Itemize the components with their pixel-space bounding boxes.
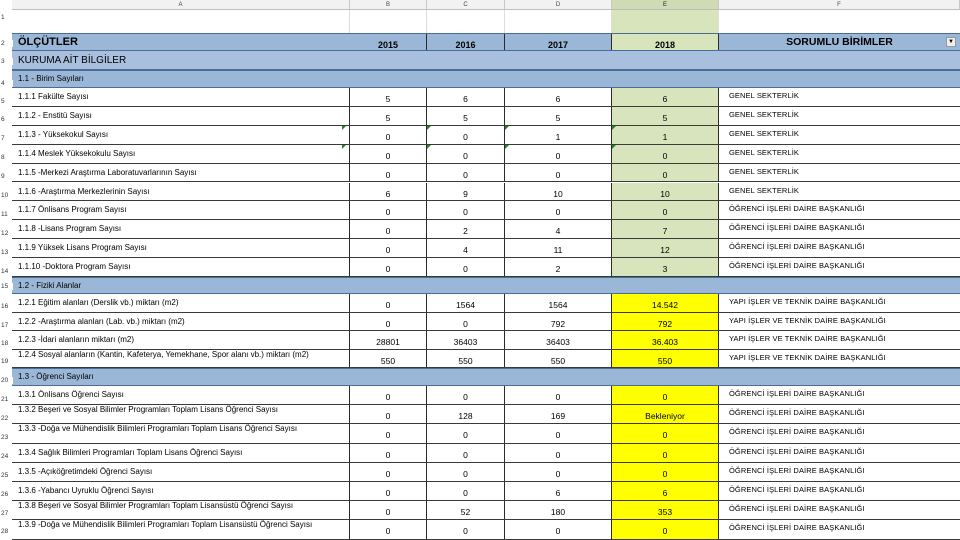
value-2016-cell[interactable]: 52 — [427, 501, 505, 519]
year-2017-header[interactable]: 2017 — [505, 34, 612, 50]
value-2015-cell[interactable]: 0 — [350, 145, 427, 163]
value-2016-cell[interactable]: 6 — [427, 88, 505, 106]
comment-indicator-icon — [342, 126, 346, 130]
row-number[interactable]: 18 — [0, 340, 13, 347]
row-number[interactable]: 3 — [0, 58, 13, 65]
value-2016-cell[interactable]: 36403 — [427, 331, 505, 349]
value-2018-cell[interactable]: 0 — [612, 424, 719, 442]
row-number[interactable]: 14 — [0, 268, 13, 275]
value-2016-cell[interactable]: 9 — [427, 183, 505, 201]
responsible-unit-cell[interactable]: YAPI İŞLER VE TEKNİK DAİRE BAŞKANLIĞI — [729, 352, 886, 362]
responsible-unit-cell[interactable]: ÖĞRENCİ İŞLERİ DAİRE BAŞKANLIĞI — [729, 223, 865, 233]
criterion-cell[interactable]: 1.2.4 Sosyal alanların (Kantin, Kafeterya, Yemekhane, Spor alanı vb.) miktarı (m2) — [12, 350, 350, 368]
value-2018-cell[interactable]: 0 — [612, 145, 719, 163]
value-2015-cell[interactable]: 6 — [350, 183, 427, 201]
table-row — [12, 164, 960, 183]
value-2016-cell[interactable]: 0 — [427, 201, 505, 219]
value-2015-cell[interactable]: 28801 — [350, 331, 427, 349]
criterion-cell[interactable]: 1.3.9 -Doğa ve Mühendislik Bilimleri Programları Toplam Lisansüstü Öğrenci Sayısı — [12, 520, 350, 538]
value-2015-cell[interactable]: 0 — [350, 294, 427, 312]
value-2017-cell[interactable]: 180 — [505, 501, 612, 519]
value-2016-cell[interactable]: 0 — [427, 386, 505, 404]
table-row — [12, 520, 960, 539]
value-2017-cell[interactable]: 0 — [505, 463, 612, 481]
table-row — [12, 220, 960, 239]
value-2015-cell[interactable]: 0 — [350, 164, 427, 182]
value-2017-cell[interactable]: 6 — [505, 482, 612, 500]
section-header-physical[interactable]: 1.2 - Fiziki Alanlar — [12, 277, 960, 294]
table-row — [12, 258, 960, 277]
criterion-cell[interactable]: 1.1.4 Meslek Yüksekokulu Sayısı — [12, 145, 350, 163]
value-2015-cell[interactable]: 0 — [350, 463, 427, 481]
units-header[interactable]: SORUMLU BİRİMLER — [786, 36, 893, 48]
value-2017-cell[interactable]: 10 — [505, 183, 612, 201]
responsible-unit-cell[interactable]: ÖĞRENCİ İŞLERİ DAİRE BAŞKANLIĞI — [729, 389, 865, 398]
value-2018-cell[interactable]: 0 — [612, 201, 719, 219]
responsible-unit-cell[interactable]: ÖĞRENCİ İŞLERİ DAİRE BAŞKANLIĞI — [729, 242, 865, 252]
comment-indicator-icon — [427, 145, 431, 149]
row-number[interactable]: 4 — [0, 80, 13, 87]
value-2018-cell[interactable]: 353 — [612, 501, 719, 519]
value-2017-cell[interactable]: 169 — [505, 405, 612, 423]
responsible-unit-cell[interactable]: ÖĞRENCİ İŞLERİ DAİRE BAŞKANLIĞI — [729, 523, 865, 533]
table-row — [12, 294, 960, 313]
criterion-cell[interactable]: 1.3.4 Sağlık Bilimleri Programları Toplam Lisans Öğrenci Sayısı — [12, 444, 350, 462]
comment-indicator-icon — [612, 126, 616, 130]
value-2015-cell[interactable]: 0 — [350, 313, 427, 331]
table-row — [12, 126, 960, 145]
row-number[interactable]: 21 — [0, 396, 13, 403]
table-row — [12, 313, 960, 332]
value-2015-cell[interactable]: 550 — [350, 350, 427, 368]
value-2018-cell[interactable]: 0 — [612, 463, 719, 481]
value-2016-cell[interactable]: 1564 — [427, 294, 505, 312]
cell[interactable] — [350, 10, 427, 33]
value-2018-cell[interactable]: 12 — [612, 239, 719, 257]
value-2018-cell[interactable]: 10 — [612, 183, 719, 201]
row-number[interactable]: 26 — [0, 491, 13, 498]
row-number[interactable]: 25 — [0, 472, 13, 479]
row-number[interactable]: 15 — [0, 283, 13, 290]
value-2017-cell[interactable]: 792 — [505, 313, 612, 331]
responsible-unit-cell[interactable]: GENEL SEKTERLİK — [729, 91, 799, 100]
value-2017-cell[interactable]: 0 — [505, 520, 612, 538]
value-2016-cell[interactable]: 2 — [427, 220, 505, 238]
responsible-unit-cell[interactable]: GENEL SEKTERLİK — [729, 109, 799, 119]
value-2016-cell[interactable]: 0 — [427, 126, 505, 144]
row-number[interactable]: 24 — [0, 453, 13, 460]
value-2016-cell[interactable]: 0 — [427, 520, 505, 538]
value-2015-cell[interactable]: 0 — [350, 239, 427, 257]
criterion-cell[interactable]: 1.1.2 - Enstitü Sayısı — [12, 107, 350, 125]
year-2016-header[interactable]: 2016 — [427, 34, 505, 50]
value-2017-cell[interactable]: 6 — [505, 88, 612, 106]
section-header-units[interactable]: 1.1 - Birim Sayıları — [12, 70, 960, 88]
value-2016-cell[interactable]: 0 — [427, 313, 505, 331]
value-2015-cell[interactable]: 5 — [350, 88, 427, 106]
criterion-cell[interactable]: 1.1.7 Önlisans Program Sayısı — [12, 201, 350, 219]
value-2016-cell[interactable]: 0 — [427, 444, 505, 462]
table-row — [12, 405, 960, 424]
value-2018-cell[interactable]: 36.403 — [612, 331, 719, 349]
row-number[interactable]: 27 — [0, 510, 13, 517]
table-header-row — [12, 33, 960, 50]
criterion-cell[interactable]: 1.1.8 -Lisans Program Sayısı — [12, 220, 350, 238]
value-2017-cell[interactable]: 5 — [505, 107, 612, 125]
value-2018-cell[interactable]: 0 — [612, 520, 719, 538]
value-2016-cell[interactable]: 0 — [427, 463, 505, 481]
value-2018-cell[interactable]: Bekleniyor — [612, 405, 719, 423]
value-2018-cell[interactable]: 0 — [612, 164, 719, 182]
value-2018-cell[interactable]: 14.542 — [612, 294, 719, 312]
value-2017-cell[interactable]: 1564 — [505, 294, 612, 312]
section-header-students[interactable]: 1.3 - Öğrenci Sayıları — [12, 368, 960, 386]
row-number[interactable]: 13 — [0, 249, 13, 256]
column-header-d[interactable]: D — [505, 0, 612, 10]
criterion-cell[interactable]: 1.2.2 -Araştırma alanları (Lab. vb.) miktarı (m2) — [12, 313, 350, 331]
year-2018-header[interactable]: 2018 — [612, 34, 719, 50]
row-number[interactable]: 8 — [0, 154, 13, 161]
row-number[interactable]: 17 — [0, 322, 13, 329]
responsible-unit-cell[interactable]: YAPI İŞLER VE TEKNİK DAİRE BAŞKANLIĞI — [729, 297, 886, 306]
comment-indicator-icon — [505, 126, 509, 130]
criterion-cell[interactable]: 1.2.1 Eğitim alanları (Derslik vb.) miktarı (m2) — [12, 294, 350, 312]
value-2018-cell[interactable]: 0 — [612, 444, 719, 462]
criterion-cell[interactable]: 1.1.10 -Doktora Program Sayısı — [12, 258, 350, 276]
table-row — [12, 183, 960, 202]
value-2016-cell[interactable]: 0 — [427, 482, 505, 500]
criterion-cell[interactable]: 1.1.6 -Araştırma Merkezlerinin Sayısı — [12, 183, 350, 201]
responsible-unit-cell[interactable]: ÖĞRENCİ İŞLERİ DAİRE BAŞKANLIĞI — [729, 204, 865, 214]
cell[interactable] — [612, 10, 719, 33]
responsible-unit-cell[interactable]: ÖĞRENCİ İŞLERİ DAİRE BAŞKANLIĞI — [729, 427, 865, 437]
value-2016-cell[interactable]: 0 — [427, 424, 505, 442]
responsible-unit-cell[interactable]: ÖĞRENCİ İŞLERİ DAİRE BAŞKANLIĞI — [729, 465, 865, 475]
criterion-cell[interactable]: 1.3.1 Önlisans Öğrenci Sayısı — [12, 386, 350, 404]
value-2015-cell[interactable]: 0 — [350, 126, 427, 144]
value-2017-cell[interactable]: 0 — [505, 424, 612, 442]
value-2017-cell[interactable]: 0 — [505, 164, 612, 182]
responsible-unit-cell[interactable]: ÖĞRENCİ İŞLERİ DAİRE BAŞKANLIĞI — [729, 408, 865, 418]
table-row — [12, 386, 960, 405]
value-2016-cell[interactable]: 128 — [427, 405, 505, 423]
value-2016-cell[interactable]: 0 — [427, 164, 505, 182]
value-2018-cell[interactable]: 6 — [612, 88, 719, 106]
value-2015-cell[interactable]: 0 — [350, 220, 427, 238]
comment-indicator-icon — [342, 145, 346, 149]
table-row — [12, 424, 960, 443]
criterion-cell[interactable]: 1.2.3 -İdari alanların miktarı (m2) — [12, 331, 350, 349]
row-number[interactable]: 11 — [0, 211, 13, 218]
responsible-unit-cell[interactable]: GENEL SEKTERLİK — [729, 147, 799, 157]
table-row — [12, 444, 960, 463]
cell[interactable] — [505, 10, 612, 33]
criterion-cell[interactable]: 1.3.2 Beşeri ve Sosyal Bilimler Programları Toplam Lisans Öğrenci Sayısı — [12, 405, 350, 423]
criterion-cell[interactable]: 1.1.3 - Yüksekokul Sayısı — [12, 126, 350, 144]
column-header-e[interactable]: E — [612, 0, 719, 10]
value-2018-cell[interactable]: 3 — [612, 258, 719, 276]
responsible-unit-cell[interactable]: YAPI İŞLER VE TEKNİK DAİRE BAŞKANLIĞI — [729, 315, 886, 325]
table-row — [12, 482, 960, 501]
value-2018-cell[interactable]: 7 — [612, 220, 719, 238]
value-2015-cell[interactable]: 5 — [350, 107, 427, 125]
value-2017-cell[interactable]: 2 — [505, 258, 612, 276]
value-2018-cell[interactable]: 5 — [612, 107, 719, 125]
table-row — [12, 501, 960, 520]
table-row — [12, 331, 960, 350]
value-2015-cell[interactable]: 0 — [350, 201, 427, 219]
value-2018-cell[interactable]: 1 — [612, 126, 719, 144]
value-2018-cell[interactable]: 792 — [612, 313, 719, 331]
value-2015-cell[interactable]: 0 — [350, 520, 427, 538]
value-2015-cell[interactable]: 0 — [350, 501, 427, 519]
table-row — [12, 201, 960, 220]
row-number[interactable]: 16 — [0, 303, 13, 310]
column-header-a[interactable]: A — [12, 0, 350, 10]
value-2015-cell[interactable]: 0 — [350, 386, 427, 404]
row-number[interactable]: 6 — [0, 116, 13, 123]
cell[interactable] — [12, 10, 350, 33]
row-number[interactable]: 22 — [0, 415, 13, 422]
value-2015-cell[interactable]: 0 — [350, 482, 427, 500]
column-header-f[interactable]: F — [719, 0, 960, 10]
value-2016-cell[interactable]: 550 — [427, 350, 505, 368]
value-2016-cell[interactable]: 0 — [427, 258, 505, 276]
column-header-b[interactable]: B — [350, 0, 427, 10]
row-number[interactable]: 23 — [0, 434, 13, 441]
value-2018-cell[interactable]: 550 — [612, 350, 719, 368]
value-2017-cell[interactable]: 0 — [505, 386, 612, 404]
value-2018-cell[interactable]: 0 — [612, 386, 719, 404]
responsible-unit-cell[interactable]: YAPI İŞLER VE TEKNİK DAİRE BAŞKANLIĞI — [729, 334, 886, 343]
criterion-cell[interactable]: 1.1.9 Yüksek Lisans Program Sayısı — [12, 239, 350, 257]
criterion-cell[interactable]: 1.1.1 Fakülte Sayısı — [12, 88, 350, 106]
responsible-unit-cell[interactable]: GENEL SEKTERLİK — [729, 128, 799, 138]
criteria-header[interactable]: ÖLÇÜTLER — [18, 36, 78, 48]
row-number[interactable]: 7 — [0, 135, 13, 142]
value-2017-cell[interactable]: 11 — [505, 239, 612, 257]
row-number[interactable]: 9 — [0, 173, 13, 180]
responsible-unit-cell[interactable]: GENEL SEKTERLİK — [729, 166, 799, 176]
value-2016-cell[interactable]: 0 — [427, 145, 505, 163]
value-2018-cell[interactable]: 6 — [612, 482, 719, 500]
criterion-cell[interactable]: 1.3.8 Beşeri ve Sosyal Bilimler Programları Toplam Lisansüstü Öğrenci Sayısı — [12, 501, 350, 519]
year-2015-header[interactable]: 2015 — [350, 34, 427, 50]
value-2015-cell[interactable]: 0 — [350, 258, 427, 276]
table-row — [12, 239, 960, 258]
responsible-unit-cell[interactable]: ÖĞRENCİ İŞLERİ DAİRE BAŞKANLIĞI — [729, 504, 865, 514]
value-2017-cell[interactable]: 4 — [505, 220, 612, 238]
comment-indicator-icon — [612, 145, 616, 149]
criterion-cell[interactable]: 1.3.6 -Yabancı Uyruklu Öğrenci Sayısı — [12, 482, 350, 500]
row-number[interactable]: 1 — [0, 14, 13, 21]
comment-indicator-icon — [505, 145, 509, 149]
spacer-row — [12, 10, 960, 33]
value-2015-cell[interactable]: 0 — [350, 405, 427, 423]
row-number[interactable]: 19 — [0, 358, 13, 365]
responsible-unit-cell[interactable]: GENEL SEKTERLİK — [729, 185, 799, 195]
criterion-cell[interactable]: 1.1.5 -Merkezi Araştırma Laboratuvarlarının Sayısı — [12, 164, 350, 182]
value-2017-cell[interactable]: 0 — [505, 444, 612, 462]
row-number[interactable]: 20 — [0, 377, 13, 384]
table-row — [12, 88, 960, 107]
value-2016-cell[interactable]: 5 — [427, 107, 505, 125]
filter-dropdown-icon[interactable]: ▼ — [946, 37, 956, 47]
table-row — [12, 107, 960, 126]
comment-indicator-icon — [427, 126, 431, 130]
row-number[interactable]: 5 — [0, 98, 13, 105]
value-2017-cell[interactable]: 0 — [505, 145, 612, 163]
value-2015-cell[interactable]: 0 — [350, 424, 427, 442]
cell[interactable] — [427, 10, 505, 33]
value-2017-cell[interactable]: 0 — [505, 201, 612, 219]
responsible-unit-cell[interactable]: ÖĞRENCİ İŞLERİ DAİRE BAŞKANLIĞI — [729, 261, 865, 271]
row-number[interactable]: 10 — [0, 192, 13, 199]
row-number[interactable]: 12 — [0, 230, 13, 237]
value-2017-cell[interactable]: 36403 — [505, 331, 612, 349]
value-2017-cell[interactable]: 1 — [505, 126, 612, 144]
responsible-unit-cell[interactable]: ÖĞRENCİ İŞLERİ DAİRE BAŞKANLIĞI — [729, 446, 865, 456]
row-number[interactable]: 2 — [0, 40, 13, 47]
row-number[interactable]: 28 — [0, 528, 13, 535]
criterion-cell[interactable]: 1.3.3 -Doğa ve Mühendislik Bilimleri Programları Toplam Lisans Öğrenci Sayısı — [12, 424, 350, 442]
value-2017-cell[interactable]: 550 — [505, 350, 612, 368]
value-2015-cell[interactable]: 0 — [350, 444, 427, 462]
title-row[interactable]: KURUMA AİT BİLGİLER — [12, 50, 960, 70]
table-row — [12, 145, 960, 164]
value-2016-cell[interactable]: 4 — [427, 239, 505, 257]
responsible-unit-cell[interactable]: ÖĞRENCİ İŞLERİ DAİRE BAŞKANLIĞI — [729, 485, 865, 494]
criterion-cell[interactable]: 1.3.5 -Açıköğretimdeki Öğrenci Sayısı — [12, 463, 350, 481]
column-header-c[interactable]: C — [427, 0, 505, 10]
table-row — [12, 350, 960, 369]
table-row — [12, 463, 960, 482]
